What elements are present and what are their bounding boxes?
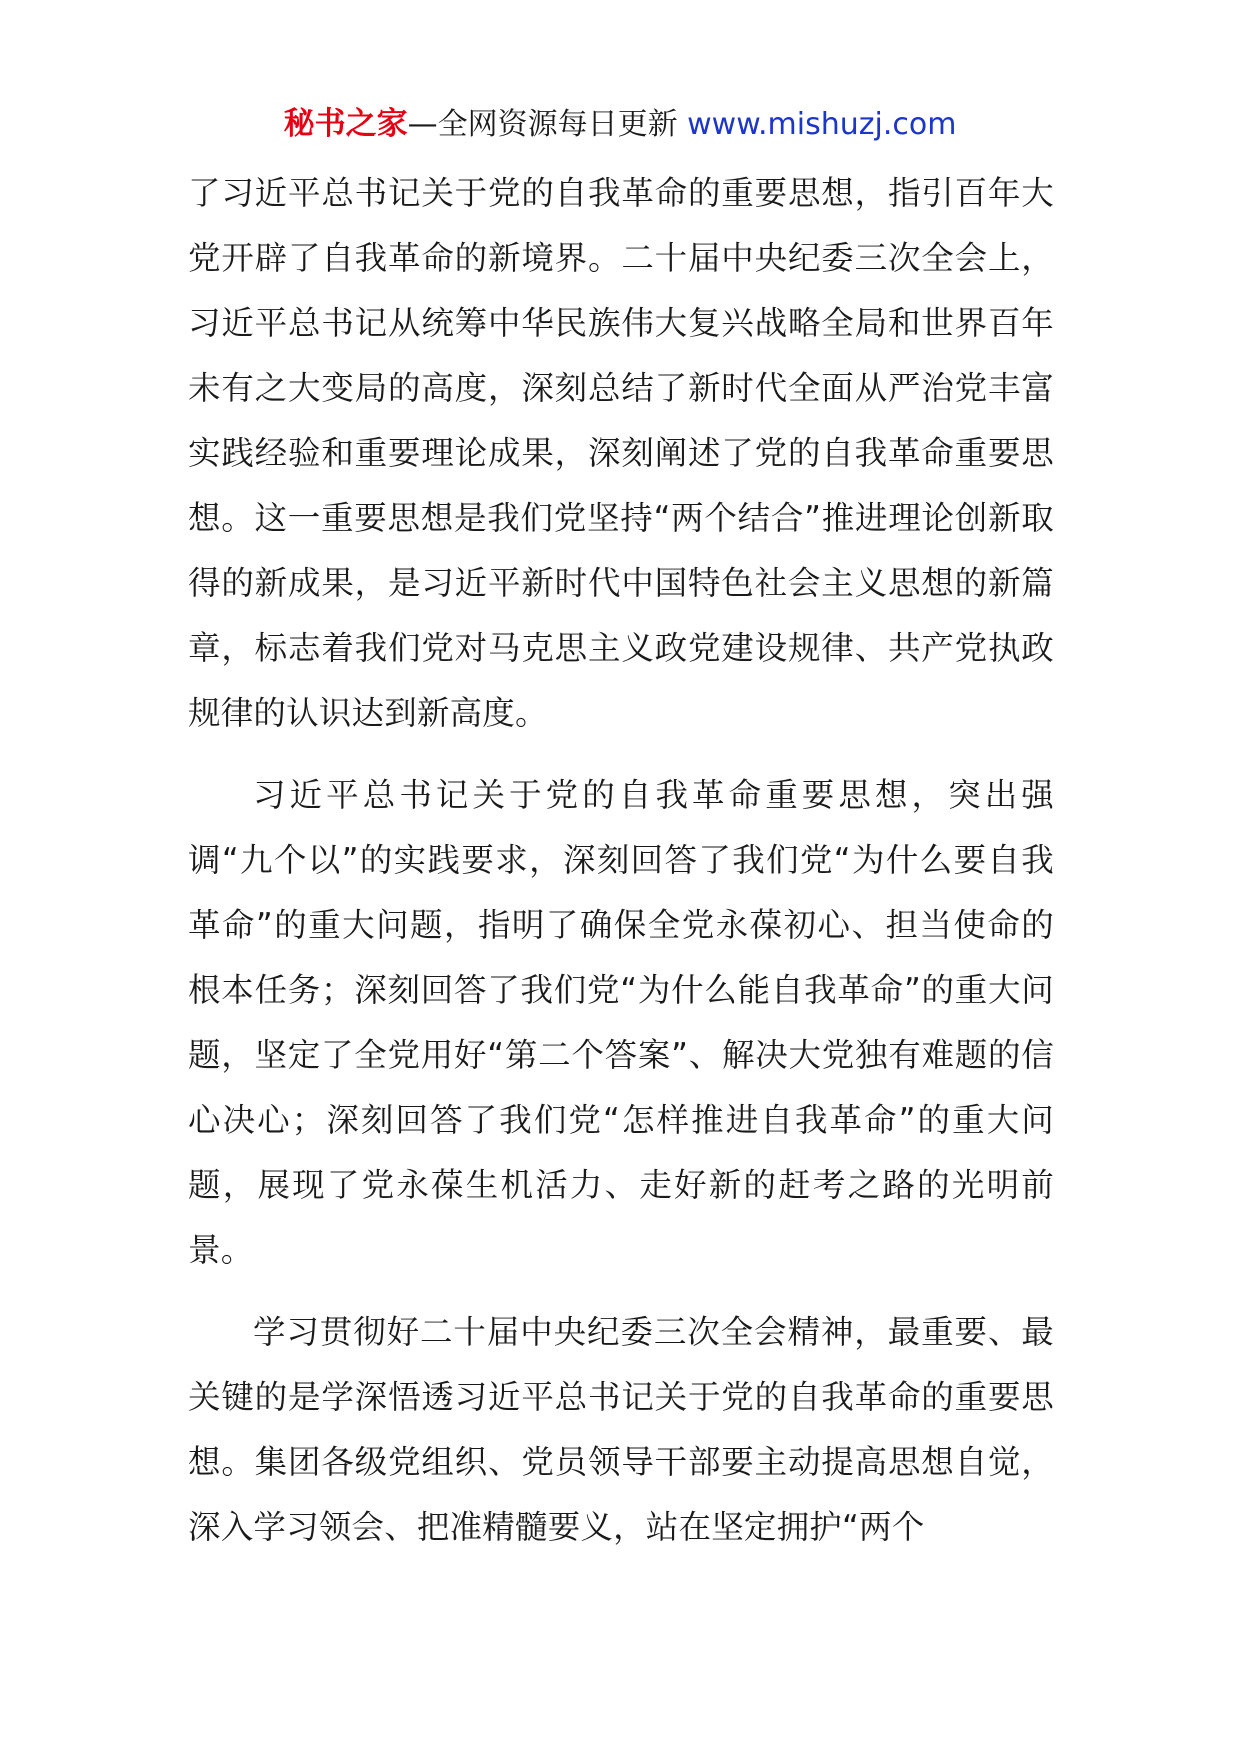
paragraph: 习近平总书记关于党的自我革命重要思想，突出强调“九个以”的实践要求，深刻回答了我们党“为什么要自我革命”的重大问题，指明了确保全党永葆初心、担当使命的根本任务；深刻回答了我们党“为什么能自我革命”的重大问题，坚定了全党用好“第二个答案”、解决大党独有难题的信心决心；深刻回答了我们党“怎样推进自我革命”的重大问题，展现了党永葆生机活力、走好新的赶考之路的光明前景。	[188, 776, 1054, 1269]
paragraph-continued: 了习近平总书记关于党的自我革命的重要思想，指引百年大党开辟了自我革命的新境界。二十届中央纪委三次全会上，习近平总书记从统筹中华民族伟大复兴战略全局和世界百年未有之大变局的高度，深刻总结了新时代全面从严治党丰富实践经验和重要理论成果，深刻阐述了党的自我革命重要思想。这一重要思想是我们党坚持“两个结合”推进理论创新取得的新成果，是习近平新时代中国特色社会主义思想的新篇章，标志着我们党对马克思主义政党建设规律、共产党执政规律的认识达到新高度。	[188, 174, 1054, 732]
page-header	[0, 104, 1240, 145]
header-brand: 秘书之家	[283, 106, 408, 142]
document-body	[188, 161, 1054, 1560]
header-site-link[interactable]: www.mishuzj.com	[687, 107, 957, 142]
header-tagline: —全网资源每日更新	[407, 107, 688, 142]
paragraph: 学习贯彻好二十届中央纪委三次全会精神，最重要、最关键的是学深悟透习近平总书记关于党的自我革命的重要思想。集团各级党组织、党员领导干部要主动提高思想自觉，深入学习领会、把准精髓要义，站在坚定拥护“两个	[188, 1313, 1054, 1546]
